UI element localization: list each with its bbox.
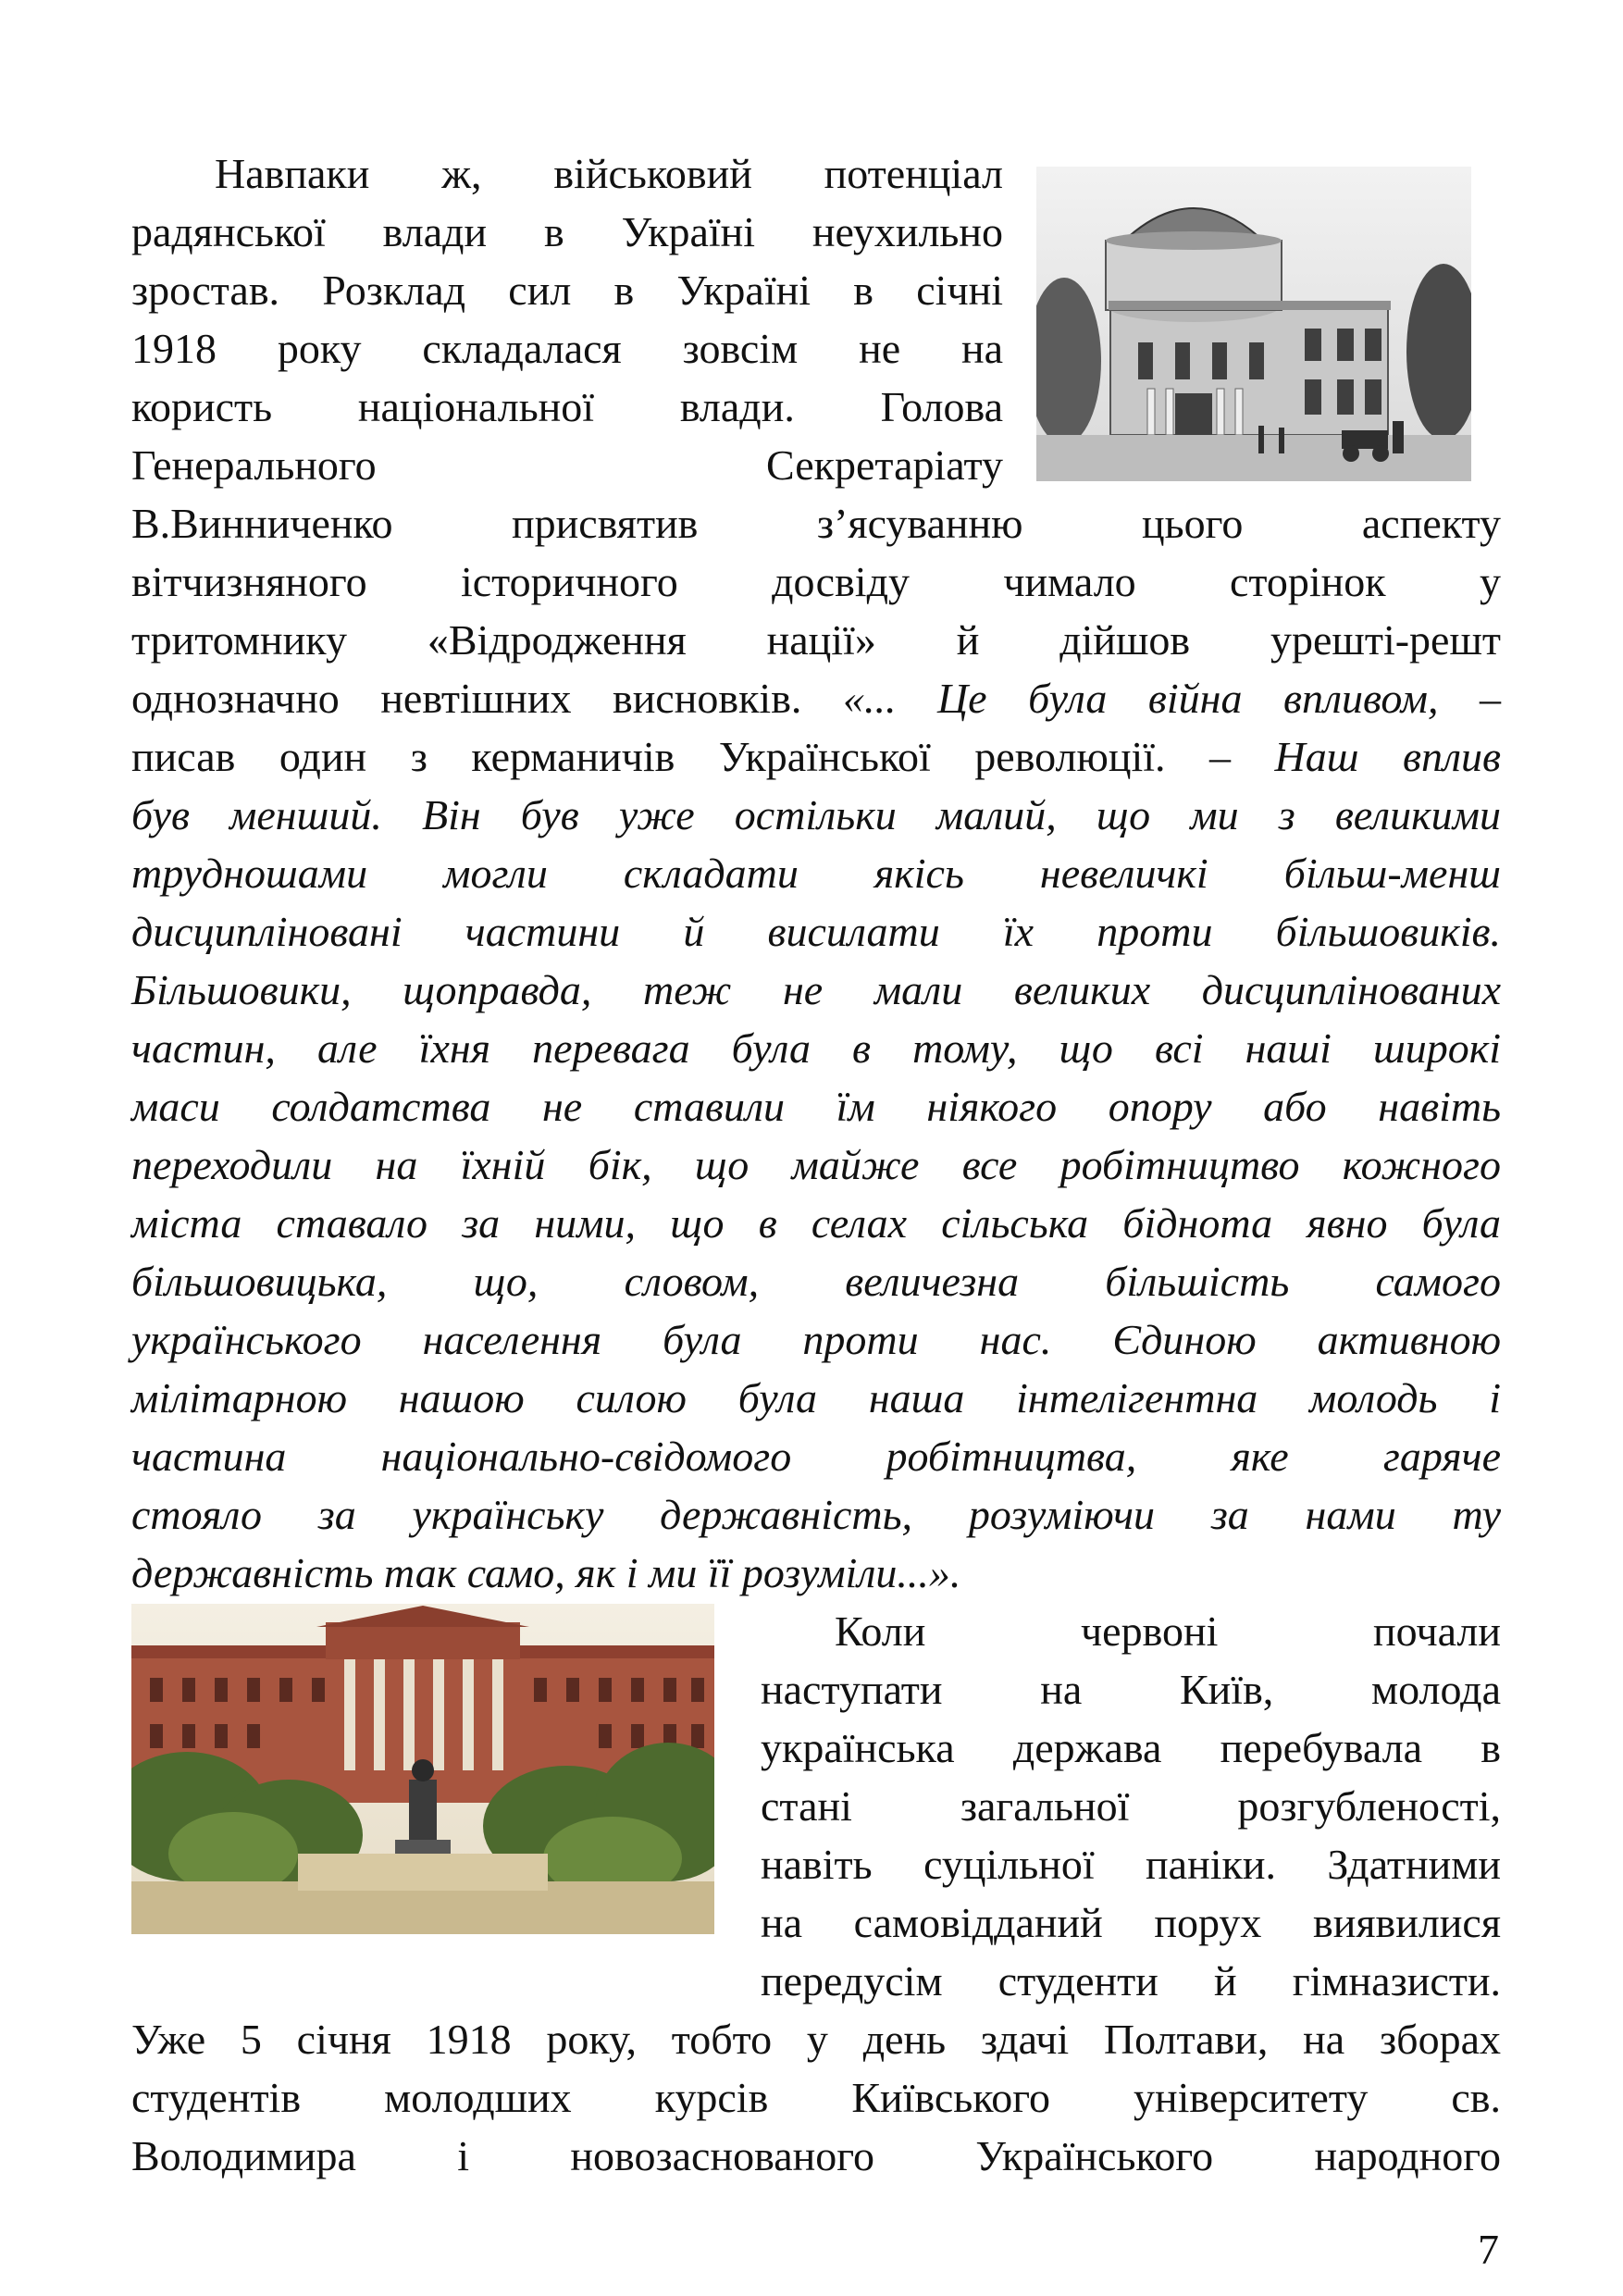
- text-line: В.Винниченко присвятив з’ясуванню цього аспекту: [131, 500, 1501, 547]
- university-illustration: [131, 1604, 714, 1934]
- quote-line: був менший. Він був уже остільки малий, що ми з великими: [131, 791, 1501, 838]
- text-plain: писав один з керманичів Української революції.: [131, 733, 1166, 780]
- text-line: навіть суцільної паніки. Здатними: [761, 1841, 1501, 1888]
- text-line: на самовідданий порух виявилися: [761, 1899, 1501, 1946]
- text-line: передусім студенти й гімназисти.: [761, 1957, 1501, 2004]
- quote-line: дисципліновані частини й висилати їх проти більшовиків.: [131, 908, 1501, 955]
- quote-line: українського населення була проти нас. Єдиною активною: [131, 1316, 1501, 1363]
- text-line: радянської влади в Україні неухильно: [131, 208, 1003, 255]
- text-line: українська держава перебувала в: [761, 1724, 1501, 1771]
- text-line: Генерального Секретаріату: [131, 441, 1003, 489]
- text-line: користь національної влади. Голова: [131, 383, 1003, 430]
- text-plain: однозначно невтішних висновків.: [131, 675, 802, 722]
- quote-line: державність так само, як і ми її розуміли...».: [131, 1549, 961, 1596]
- text-line: зростав. Розклад сил в Україні в січні: [131, 267, 1003, 314]
- text-line: стані загальної розгубленості,: [761, 1782, 1501, 1830]
- university-photo-bottom: [131, 1604, 714, 1934]
- quote-line: більшовицька, що, словом, величезна більшість самого: [131, 1258, 1501, 1305]
- quote-start: «... Це була війна впливом, –: [842, 675, 1502, 722]
- quote-line: маси солдатства не ставили їм ніякого опору або навіть: [131, 1083, 1501, 1130]
- quote-line: частин, але їхня перевага була в тому, що всі наші широкі: [131, 1024, 1501, 1072]
- text-line: 1918 року складалася зовсім не на: [131, 325, 1003, 372]
- quote-continue: – Наш вплив: [1209, 733, 1501, 780]
- text-line: Коли червоні почали: [835, 1607, 1501, 1655]
- text-line: вітчизняного історичного досвіду чимало сторінок у: [131, 558, 1501, 605]
- domed-building-illustration: [1036, 167, 1471, 481]
- text-line: Навпаки ж, військовий потенціал: [215, 150, 1003, 197]
- text-line: студентів молодших курсів Київського університету св.: [131, 2074, 1501, 2121]
- page-number: 7: [1478, 2226, 1499, 2273]
- text-line: тритомнику «Відродження нації» й дійшов урешті-решт: [131, 616, 1501, 664]
- quote-line: стояло за українську державність, розуміючи за нами ту: [131, 1491, 1501, 1538]
- quote-line: Більшовики, щоправда, теж не мали великих дисциплінованих: [131, 966, 1501, 1013]
- quote-line: переходили на їхній бік, що майже все робітництво кожного: [131, 1141, 1501, 1188]
- building-photo-top: [1036, 167, 1471, 481]
- text-line: Уже 5 січня 1918 року, тобто у день здачі Полтави, на зборах: [131, 2016, 1501, 2063]
- text-line: наступати на Київ, молода: [761, 1666, 1501, 1713]
- text-line: [131, 728, 1501, 786]
- quote-line: частина національно-свідомого робітництва, яке гаряче: [131, 1433, 1501, 1480]
- text-line: [131, 670, 1501, 727]
- quote-line: міста ставало за ними, що в селах сільська біднота явно була: [131, 1199, 1501, 1247]
- quote-line: трудношами могли складати якісь невеличкі більш-менш: [131, 850, 1501, 897]
- quote-line: мілітарною нашою силою була наша інтелігентна молодь і: [131, 1374, 1501, 1421]
- text-line: Володимира і новозаснованого Українського народного: [131, 2132, 1501, 2179]
